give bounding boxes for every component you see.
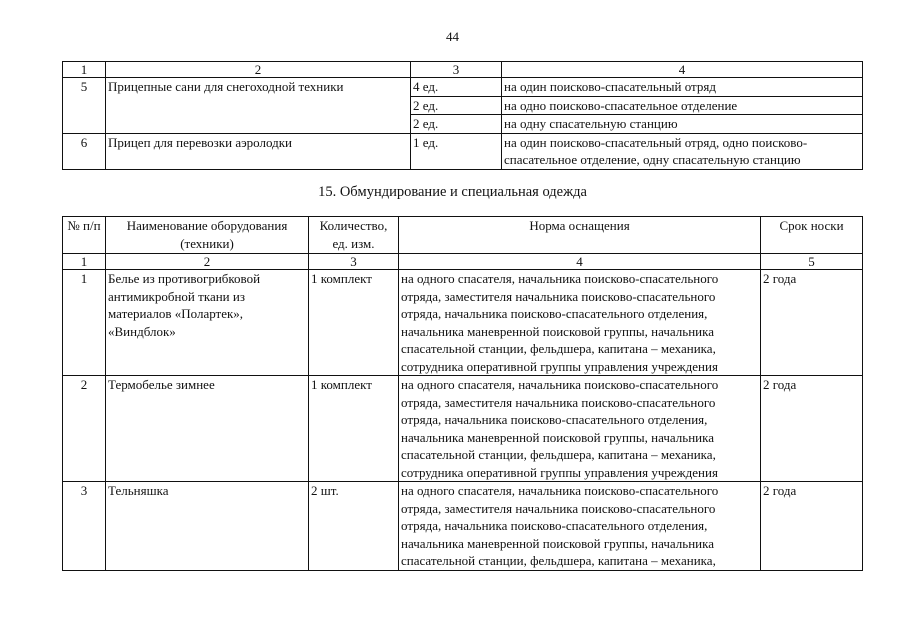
section-title: 15. Обмундирование и специальная одежда (318, 184, 587, 200)
row-name: Белье из противогрибковой антимикробной ткани из материалов «Полартек», «Виндблок» (106, 270, 309, 376)
col-number-1: 1 (63, 62, 106, 78)
row-norm: на одного спасателя, начальника поисково-спасательного отряда, заместителя начальника поисково-спасательного отряда, начальника поисково-спасательного отделения, начальника маневренной поисковой группы, начальника спасательной станции, фельдшера, капитана – механика, сотрудника оперативной группы управления учреждения (399, 270, 761, 376)
row-norm: на одну спасательную станцию (502, 115, 863, 134)
table-row (63, 376, 863, 482)
row-name: Прицеп для перевозки аэролодки (106, 133, 411, 169)
row-quantity: 1 комплект (309, 270, 399, 376)
row-quantity: 4 ед. (411, 78, 502, 97)
header-norm: Норма оснащения (399, 217, 761, 254)
col-number-3: 3 (411, 62, 502, 78)
row-quantity: 1 ед. (411, 133, 502, 169)
row-number: 1 (63, 270, 106, 376)
col-number-3: 3 (309, 254, 399, 270)
table-row (63, 78, 863, 97)
header-name: Наименование оборудования (техники) (106, 217, 309, 254)
table-row (63, 133, 863, 169)
table-row (63, 270, 863, 376)
row-number: 6 (63, 133, 106, 169)
row-name: Термобелье зимнее (106, 376, 309, 482)
row-name: Тельняшка (106, 482, 309, 571)
page-number: 44 (446, 29, 459, 44)
header-quantity: Количество, ед. изм. (309, 217, 399, 254)
header-number: № п/п (63, 217, 106, 254)
header-term: Срок носки (761, 217, 863, 254)
row-norm: на одного спасателя, начальника поисково-спасательного отряда, заместителя начальника поисково-спасательного отряда, начальника поисково-спасательного отделения, начальника маневренной поисковой группы, начальника спасательной станции, фельдшера, капитана – механика, сотрудника оперативной группы управления учреждения (399, 376, 761, 482)
row-number: 5 (63, 78, 106, 97)
column-numbers-row (63, 254, 863, 270)
col-number-2: 2 (106, 254, 309, 270)
row-norm: на один поисково-спасательный отряд, одно поисково-спасательное отделение, одну спасательную станцию (502, 133, 863, 169)
table-row (63, 96, 863, 115)
row-norm: на один поисково-спасательный отряд (502, 78, 863, 97)
row-number: 3 (63, 482, 106, 571)
row-quantity: 2 ед. (411, 115, 502, 134)
col-number-4: 4 (502, 62, 863, 78)
table-row (63, 482, 863, 571)
row-term: 2 года (761, 270, 863, 376)
uniform-table (62, 216, 863, 571)
table-header-row (63, 62, 863, 78)
table-header-row (63, 217, 863, 254)
row-norm: на одно поисково-спасательное отделение (502, 96, 863, 115)
row-quantity: 1 комплект (309, 376, 399, 482)
col-number-5: 5 (761, 254, 863, 270)
row-number: 2 (63, 376, 106, 482)
equipment-table-continued (62, 61, 863, 170)
col-number-4: 4 (399, 254, 761, 270)
row-quantity: 2 шт. (309, 482, 399, 571)
row-name: Прицепные сани для снегоходной техники (106, 78, 411, 97)
col-number-2: 2 (106, 62, 411, 78)
row-norm: на одного спасателя, начальника поисково-спасательного отряда, заместителя начальника поисково-спасательного отряда, начальника поисково-спасательного отделения, начальника маневренной поисковой группы, начальника спасательной станции, фельдшера, капитана – механика, (399, 482, 761, 571)
row-quantity: 2 ед. (411, 96, 502, 115)
row-term: 2 года (761, 376, 863, 482)
table-row (63, 115, 863, 134)
col-number-1: 1 (63, 254, 106, 270)
row-term: 2 года (761, 482, 863, 571)
